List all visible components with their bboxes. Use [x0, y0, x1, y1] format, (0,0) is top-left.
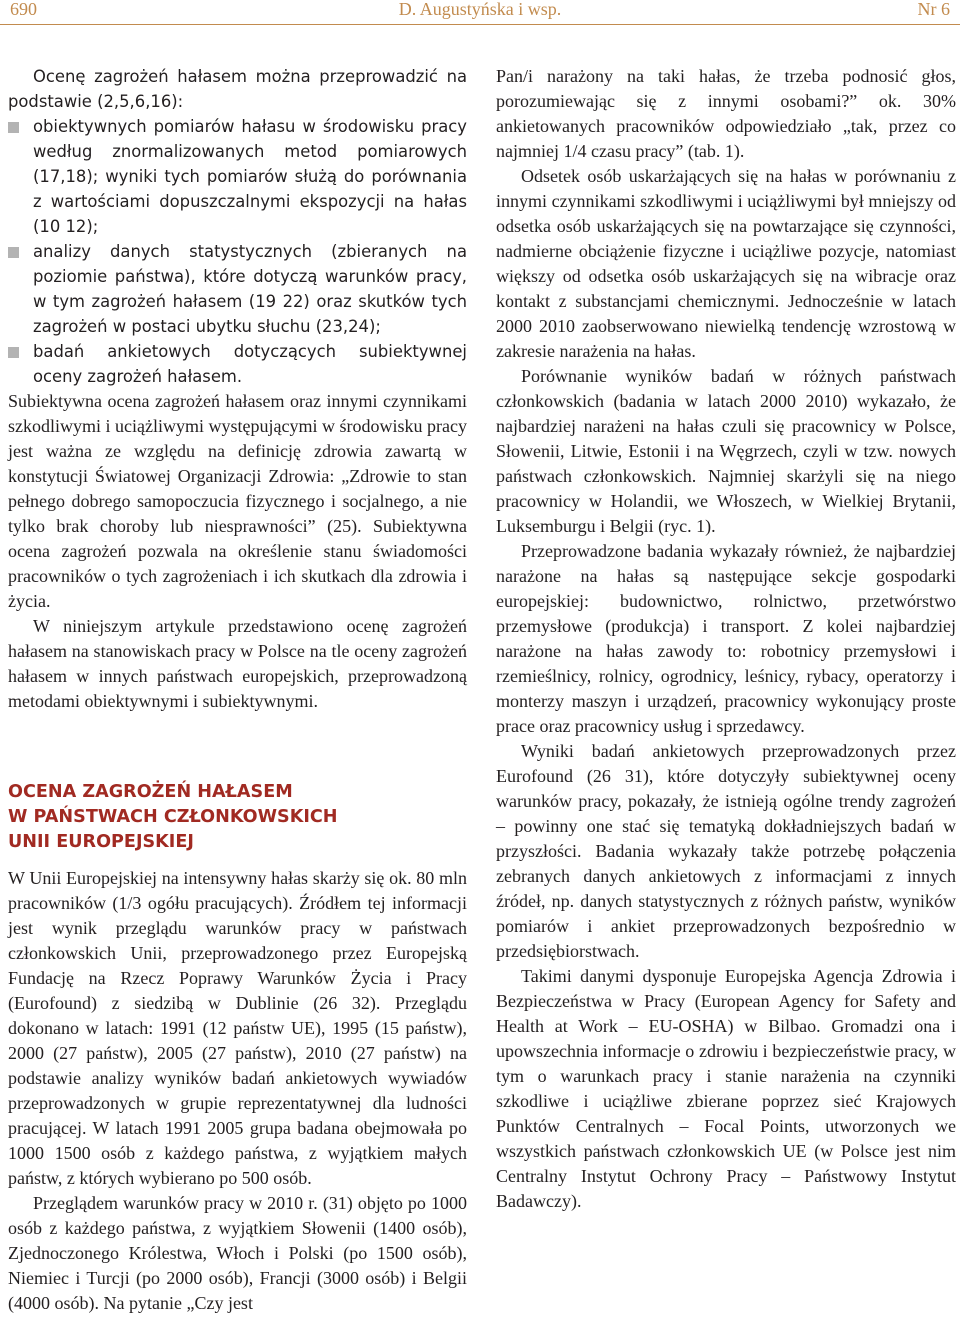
header-rule — [0, 24, 960, 25]
paragraph: Przeglądem warunków pracy w 2010 r. (31) objęto po 1000 osób z każdego państwa, z wyjątkiem Słowenii (1400 osób), Zjednoczonego Królestwa, Włoch i Polski (po 1500 osób), Niemiec i Turcji (po 2000 osób), Francji (3000 osób) i Belgii (4000 osób). Na pytanie „Czy jest — [8, 1193, 467, 1313]
page-number: 690 — [10, 0, 37, 19]
right-column — [496, 64, 956, 1214]
list-item — [8, 239, 467, 339]
running-header — [0, 0, 960, 22]
list-item — [8, 114, 467, 239]
paragraph: W Unii Europejskiej na intensywny hałas skarży się ok. 80 mln pracowników (1/3 ogółu pracujących). Źródłem tej informacji jest wynik przeglądu warunków pracy w państwach członkowskich Unii, przeprowadzonego przez Europejską Fundację na Rzecz Poprawy Warunków Życia i Pracy (Eurofound) z siedzibą w Dublinie (26 32). Przeglądu dokonano w latach: 1991 (12 państw UE), 1995 (15 państw), 2000 (27 państw), 2005 (27 państw), 2010 (27 państw) na podstawie analizy wyników badań ankietowych wywiadów przeprowadzonych w grupie reprezentatywnej dla ludności pracującej. W latach 1991 2005 grupa badana obejmowała po 1000 1500 osób z każdego państwa, z wyjątkiem małych państw, z których wybierano po 500 osób. — [8, 868, 467, 1188]
left-column — [8, 64, 467, 1316]
paragraph: Przeprowadzone badania wykazały również, że najbardziej narażone na hałas są następujące sekcje gospodarki europejskiej: budownictwo, rolnictwo, przetwórstwo przemysłowe (produkcja) i transport. Z kolei najbardziej narażone na hałas zawody to: robotnicy przemysłowi i rzemieślnicy, rolnicy, ogrodnicy, leśnicy, rybacy, operatorzy i monterzy maszyn i urządzeń, pracownicy wykonujący proste prace oraz pracownicy usług i sprzedawcy. — [496, 541, 956, 736]
assessment-methods-list — [8, 114, 467, 389]
section-heading — [8, 780, 467, 855]
paragraph: Odsetek osób uskarżających się na hałas w porównaniu z innymi czynnikami szkodliwymi i uciążliwymi był mniejszy od odsetka osób uskarżających się na powtarzające się czynności, nadmierne obciążenie fizyczne i uciążliwe pozycje, natomiast większy od odsetka osób uskarżających się na wibracje oraz kontakt z substancjami chemicznymi. Jednocześnie w latach 2000 2010 zaobserwowano niewielką tendencję wzrostową w zakresie narażenia na hałas. — [496, 166, 956, 361]
section-heading-line: OCENA ZAGROŻEŃ HAŁASEM — [8, 782, 293, 802]
paragraph: Wyniki badań ankietowych przeprowadzonych przez Eurofound (26 31), które dotyczyły subiektywnej oceny warunków pracy, pokazały, że istnieją ogólne trendy zagrożeń – powinny one stać się tematyką dokładniejszych badań w przyszłości. Badania wykazały także potrzebę połączenia zebranych danych ankietowych z informacjami z innych źródeł, np. danych statystycznych z różnych państw, wyników pomiarów i ankiet przeprowadzonych bezpośrednio w przedsiębiorstwach. — [496, 741, 956, 961]
running-authors: D. Augustyńska i wsp. — [398, 0, 562, 19]
list-item-text: analizy danych statystycznych (zbieranych na poziomie państwa), które dotyczą warunków pracy, w tym zagrożeń hałasem (19 22) oraz skutków tych zagrożeń w postaci ubytku słuchu (23,24); — [33, 242, 467, 336]
paragraph: Subiektywna ocena zagrożeń hałasem oraz innymi czynnikami szkodliwymi i uciążliwymi występującymi w środowisku pracy jest ważna ze względu na definicję zdrowia zawartą w konstytucji Światowej Organizacji Zdrowia: „Zdrowie to stan pełnego dobrego samopoczucia fizycznego i socjalnego, a nie tylko brak choroby lub niesprawności” (25). Subiektywna ocena zagrożeń pozwala na określenie stanu świadomości pracowników o tych zagrożeniach i ich skutkach dla zdrowia i życia. — [8, 391, 467, 611]
paragraph: Takimi danymi dysponuje Europejska Agencja Zdrowia i Bezpieczeństwa w Pracy (European Agency for Safety and Health at Work – EU-OSHA) w Bilbao. Gromadzi ona i upowszechnia informacje o zdrowiu i bezpieczeństwie pracy, w tym o warunkach pracy i stanie narażenia na czynniki szkodliwe i uciążliwe zbierane poprzez sieć Krajowych Punktów Centralnych – Focal Points, utworzonych we wszystkich państwach członkowskich UE (w Polsce jest nim Centralny Instytut Ochrony Pracy – Państwowy Instytut Badawczy). — [496, 966, 956, 1211]
intro-paragraph: Ocenę zagrożeń hałasem można przeprowadzić na podstawie (2,5,6,16): — [8, 67, 467, 111]
square-bullet-icon — [8, 122, 19, 133]
issue-number: Nr 6 — [917, 0, 950, 19]
list-item-text: obiektywnych pomiarów hałasu w środowisku pracy według znormalizowanych metod pomiarowych (17,18); wyniki tych pomiarów służą do porównania z wartościami dopuszczalnymi ekspozycji na hałas (10 12); — [33, 117, 467, 236]
paragraph: Porównanie wyników badań w różnych państwach członkowskich (badania w latach 2000 2010) wykazało, że najbardziej narażeni na hałas czuli się pracownicy w Polsce, Słowenii, Litwie, Estonii i na Węgrzech, czyli w tzw. nowych państwach członkowskich. Najmniej skarżyli się na niego pracownicy w Holandii, we Włoszech, w Wielkiej Brytanii, Luksemburgu i Belgii (ryc. 1). — [496, 366, 956, 536]
section-heading-line: W PAŃSTWACH CZŁONKOWSKICH — [8, 807, 338, 827]
section-heading-line: UNII EUROPEJSKIEJ — [8, 832, 194, 852]
paragraph: W niniejszym artykule przedstawiono ocenę zagrożeń hałasem na stanowiskach pracy w Polsce na tle oceny zagrożeń hałasem w innych państwach europejskich, przeprowadzoną metodami obiektywnymi i subiektywnymi. — [8, 616, 467, 711]
square-bullet-icon — [8, 247, 19, 258]
square-bullet-icon — [8, 347, 19, 358]
list-item-text: badań ankietowych dotyczących subiektywnej oceny zagrożeń hałasem. — [33, 342, 467, 386]
paragraph: Pan/i narażony na taki hałas, że trzeba podnosić głos, porozumiewając się z innymi osobami?” ok. 30% ankietowanych pracowników odpowiedziało „tak, przez co najmniej 1/4 czasu pracy” (tab. 1). — [496, 66, 956, 161]
list-item — [8, 339, 467, 389]
